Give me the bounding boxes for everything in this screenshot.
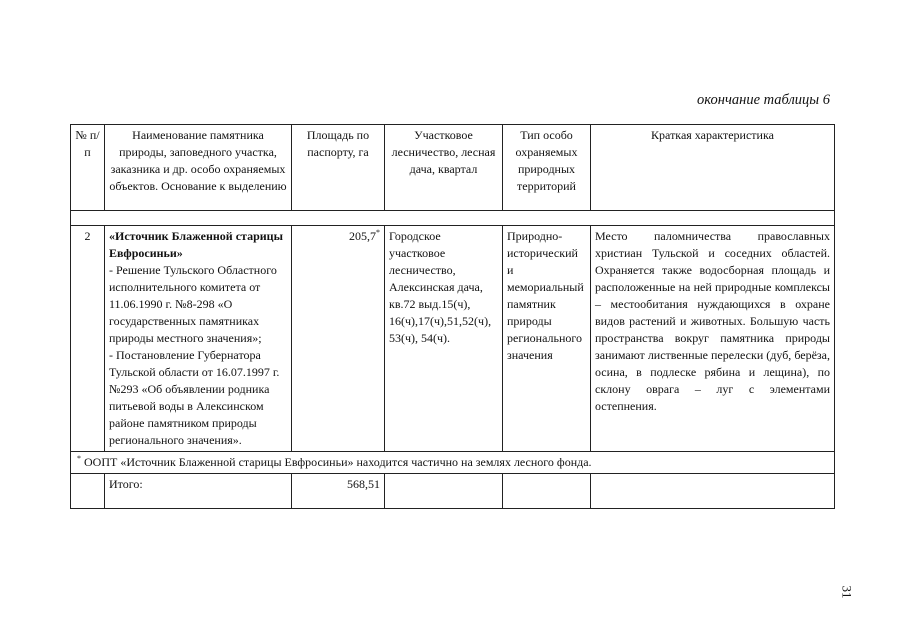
total-row	[71, 474, 835, 509]
row-name-cell	[105, 226, 292, 452]
total-value: 568,51	[292, 474, 385, 509]
header-name: Наименование памятника природы, заповедного участка, заказника и др. особо охраняемых объектов. Основание к выделению	[105, 125, 292, 211]
row-forestry: Городское участковое лесничество, Алексинская дача, кв.72 выд.15(ч), 16(ч),17(ч),51,52(ч), 53(ч), 54(ч).	[385, 226, 503, 452]
row-name-title: «Источник Блаженной старицы Евфросиньи»	[109, 229, 283, 260]
table-header-row	[71, 125, 835, 211]
row-name-basis-2: - Постановление Губернатора Тульской области от 16.07.1997 г. №293 «Об объявлении родника питьевой воды в Алексинском районе памятником природы регионального значения».	[109, 348, 280, 447]
row-area-cell	[292, 226, 385, 452]
spacer-row	[71, 211, 835, 226]
header-description: Краткая характеристика	[591, 125, 835, 211]
protected-areas-table	[70, 124, 835, 509]
total-label: Итого:	[105, 474, 292, 509]
table-caption: окончание таблицы 6	[697, 92, 830, 108]
header-type: Тип особо охраняемых природных территорий	[503, 125, 591, 211]
header-area: Площадь по паспорту, га	[292, 125, 385, 211]
row-num: 2	[71, 226, 105, 452]
row-type: Природно-исторический и мемориальный памятник природы регионального значения	[503, 226, 591, 452]
page-number: 31	[839, 585, 855, 599]
header-forestry: Участковое лесничество, лесная дача, квартал	[385, 125, 503, 211]
footnote-text: ООПТ «Источник Блаженной старицы Евфросиньи» находится частично на землях лесного фонда.	[81, 455, 592, 469]
row-area: 205,7	[349, 229, 376, 243]
row-name-basis-1: - Решение Тульского Областного исполнительного комитета от 11.06.1990 г. №8-298 «О государственных памятниках природы местного значения»;	[109, 263, 277, 345]
header-num: № п/п	[71, 125, 105, 211]
footnote-row	[71, 452, 835, 474]
footnote-mark: *	[77, 454, 81, 463]
row-description: Место паломничества православных христиан Тульской и соседних областей. Охраняется также водосборная площадь и расположенные на ней природные комплексы – местообитания нуждающихся в охране видов растений и животных. Большую часть пространства вокруг памятника природы занимают лиственные перелески (дуб, берёза, осина, в подлеске рябина и лещина), по склону оврага – луг с элементами остепнения.	[591, 226, 835, 452]
row-area-mark: *	[376, 228, 380, 237]
table-row	[71, 226, 835, 452]
